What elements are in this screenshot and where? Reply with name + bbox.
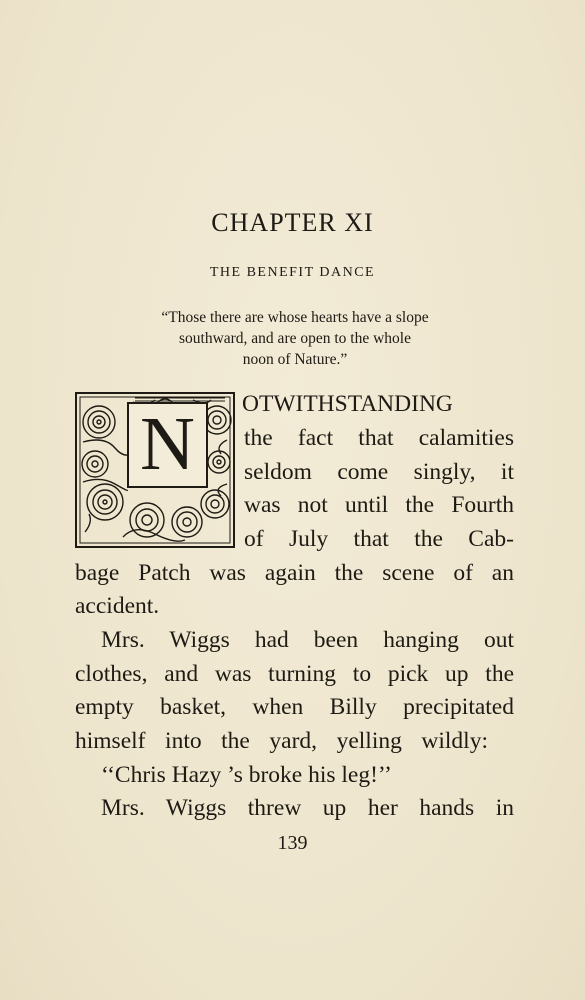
text-line: Mrs. Wiggs had been hanging out bbox=[101, 627, 514, 653]
chapter-subtitle: THE BENEFIT DANCE bbox=[209, 265, 376, 280]
text-line: seldom come singly, it bbox=[244, 459, 514, 485]
text-line: clothes, and was turning to pick up the bbox=[75, 661, 514, 687]
text-line: OTWITHSTANDING bbox=[242, 391, 453, 417]
drop-cap-letter: N bbox=[127, 402, 208, 488]
epigraph bbox=[100, 307, 490, 370]
text-line: Mrs. Wiggs threw up her hands in bbox=[101, 795, 514, 821]
text-line: ‘‘Chris Hazy ’s broke his leg!’’ bbox=[101, 762, 392, 788]
epigraph-line: “Those there are whose hearts have a slope bbox=[161, 309, 429, 326]
epigraph-line: noon of Nature.” bbox=[242, 351, 348, 368]
text-line: the fact that calamities bbox=[244, 425, 514, 451]
text-line: of July that the Cab- bbox=[244, 526, 514, 552]
epigraph-line: southward, and are open to the whole bbox=[178, 330, 411, 347]
text-line: accident. bbox=[75, 593, 160, 619]
text-line: was not until the Fourth bbox=[244, 492, 514, 518]
page-number: 139 bbox=[277, 832, 308, 854]
text-line: himself into the yard, yelling wildly: bbox=[75, 728, 488, 754]
text-line: bage Patch was again the scene of an bbox=[75, 560, 514, 586]
text-line: empty basket, when Billy precipitated bbox=[75, 694, 514, 720]
chapter-title: CHAPTER XI bbox=[211, 208, 374, 237]
